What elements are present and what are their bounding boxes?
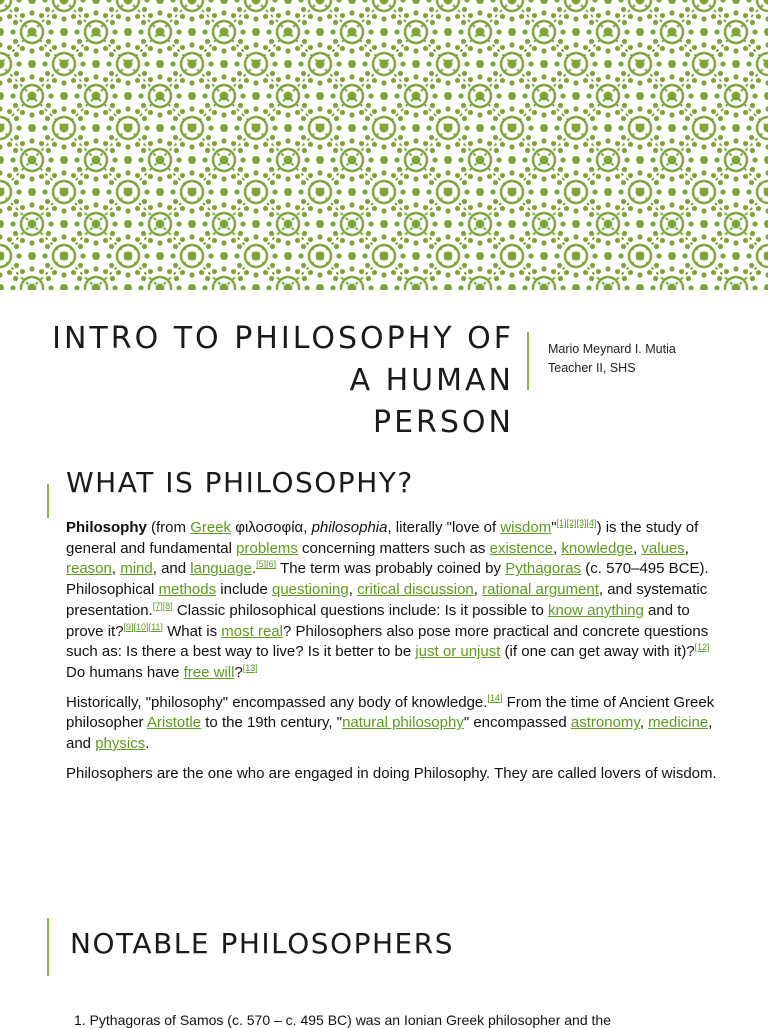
wiki-link[interactable]: Pythagoras [505, 560, 581, 577]
text-run: From the time of Ancient Greek philosopher [66, 694, 714, 732]
text-run: , literally "love of [387, 519, 500, 536]
wiki-link[interactable]: reason [66, 560, 112, 577]
text-run: Classic philosophical questions include: Is it possible to [173, 602, 548, 619]
text-run: The term was probably coined by [276, 560, 505, 577]
text-run: ? [234, 664, 242, 681]
wiki-link[interactable]: Aristotle [147, 714, 201, 731]
paragraph-history [66, 693, 726, 755]
text-run: φιλοσοφία, [231, 519, 312, 536]
text-run: Do humans have [66, 664, 184, 681]
text-run: and to prove it? [66, 602, 690, 640]
wiki-link[interactable]: values [641, 540, 684, 557]
wiki-link[interactable]: physics [95, 735, 145, 752]
text-run: , [112, 560, 120, 577]
text-run: Historically, "philosophy" encompassed any body of knowledge. [66, 694, 487, 711]
text-run: What is [163, 623, 221, 640]
wiki-link[interactable]: astronomy [571, 714, 640, 731]
wiki-link[interactable]: mind [120, 560, 153, 577]
citation-ref-link[interactable]: [14] [487, 693, 502, 703]
text-run: , [349, 581, 357, 598]
slide-title-line-2: PERSON [44, 402, 514, 444]
text-run: , and [153, 560, 191, 577]
text-run: to the 19th century, " [201, 714, 342, 731]
citation-ref-link[interactable]: [7][8] [153, 601, 173, 611]
wiki-link[interactable]: language [190, 560, 252, 577]
paragraph-philosophers: Philosophers are the one who are engaged in doing Philosophy. They are called lovers of wisdom. [66, 764, 726, 785]
section1-heading: WHAT IS PHILOSOPHY? [66, 466, 414, 499]
wiki-link[interactable]: methods [159, 581, 217, 598]
wiki-link[interactable]: critical discussion [357, 581, 474, 598]
wiki-link[interactable]: natural philosophy [342, 714, 464, 731]
text-run: (from [147, 519, 190, 536]
author-name: Mario Meynard I. Mutia [548, 340, 676, 359]
wiki-link[interactable]: most real [221, 623, 283, 640]
text-run: ) is the study of general and fundamental [66, 519, 698, 557]
text-run: , [640, 714, 648, 731]
wiki-link[interactable]: questioning [272, 581, 349, 598]
list-item: 1. Pythagoras of Samos (c. 570 – c. 495 BC) was an Ionian Greek philosopher and the [74, 1012, 714, 1028]
wiki-link[interactable]: problems [236, 540, 298, 557]
author-role: Teacher II, SHS [548, 359, 676, 378]
citation-ref-link[interactable]: [5][6] [256, 559, 276, 569]
wiki-link[interactable]: existence [490, 540, 553, 557]
text-run: . [252, 560, 256, 577]
text-run: " [551, 519, 556, 536]
text-run: . [145, 735, 149, 752]
wiki-link[interactable]: knowledge [561, 540, 633, 557]
citation-ref-link[interactable]: [12] [695, 642, 710, 652]
wiki-link[interactable]: medicine [648, 714, 708, 731]
paragraph-definition [66, 518, 726, 684]
text-run: (if one can get away with it)? [500, 643, 694, 660]
wiki-link[interactable]: Greek [190, 519, 231, 536]
wiki-link[interactable]: free will [184, 664, 235, 681]
section1-body [66, 518, 726, 793]
text-run: ? Philosophers also pose more practical and concrete questions such as: Is there a best way to live? Is it better to be [66, 623, 708, 661]
text-run: , [633, 540, 641, 557]
citation-ref-link[interactable]: [9][10][11] [124, 622, 163, 632]
section2-accent-bar [47, 918, 49, 976]
term-bold: Philosophy [66, 519, 147, 536]
title-divider [527, 332, 529, 390]
wiki-link[interactable]: just or unjust [415, 643, 500, 660]
text-run: " encompassed [464, 714, 571, 731]
citation-ref-link[interactable]: [1][2][3][4] [557, 518, 597, 528]
term-italic: philosophia [312, 519, 388, 536]
wiki-link[interactable]: know anything [548, 602, 644, 619]
text-run: , [474, 581, 482, 598]
text-run: concerning matters such as [298, 540, 490, 557]
wiki-link[interactable]: wisdom [500, 519, 551, 536]
section1-accent-bar [47, 484, 49, 518]
section2-heading: NOTABLE PHILOSOPHERS [70, 927, 454, 960]
text-run: include [216, 581, 272, 598]
wiki-link[interactable]: rational argument [482, 581, 599, 598]
decorative-pattern-banner [0, 0, 768, 290]
text-run: , [685, 540, 689, 557]
text-run: (c. 570–495 BCE). Philosophical [66, 560, 709, 598]
text-run: , and [66, 714, 712, 752]
text-run: , and systematic presentation. [66, 581, 707, 619]
citation-ref-link[interactable]: [13] [243, 663, 258, 673]
text-run: , [553, 540, 561, 557]
slide-title [44, 318, 514, 444]
slide-title-line-1: INTRO TO PHILOSOPHY OF A HUMAN [44, 318, 514, 402]
author-info [548, 340, 676, 378]
